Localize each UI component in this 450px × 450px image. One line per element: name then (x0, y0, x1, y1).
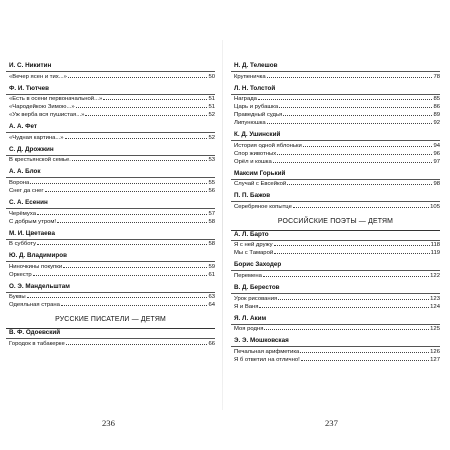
dot-leader (259, 307, 429, 308)
toc-author-block (231, 131, 440, 166)
author-name: Я. Л. Аким (234, 314, 267, 322)
toc-entry (6, 218, 215, 226)
entry-title: Одеяльная страна (9, 302, 60, 309)
toc-author-block (6, 146, 215, 165)
toc-entry (231, 348, 440, 356)
toc-entry (6, 293, 215, 301)
dot-leader (267, 77, 433, 78)
dot-leader (300, 352, 429, 353)
dot-leader (263, 276, 429, 277)
author-rule (231, 94, 440, 95)
dot-leader (287, 184, 432, 185)
author-rule (231, 140, 440, 141)
entry-page: 64 (208, 302, 215, 309)
entry-page: 97 (433, 158, 440, 165)
entry-page: 61 (208, 271, 215, 278)
entry-page: 55 (208, 179, 215, 186)
dot-leader (264, 329, 429, 330)
author-rule (231, 324, 440, 325)
toc-entry (6, 263, 215, 271)
author-name: В. Д. Берестов (234, 283, 280, 291)
author-name: О. Э. Мандельштам (9, 282, 70, 290)
toc-entry (231, 241, 440, 249)
author-rule (6, 132, 215, 133)
entry-title: Городок в табакерке (9, 340, 65, 347)
toc-entry (6, 210, 215, 218)
dot-leader (267, 123, 433, 124)
dot-leader (283, 115, 432, 116)
book-fold (222, 40, 223, 410)
entry-page: 78 (433, 73, 440, 80)
entry-title: Орёл и кошка (234, 158, 272, 165)
toc-entry (231, 356, 440, 364)
toc-entry (6, 103, 215, 111)
entry-title: Царь и рубашка (234, 104, 279, 111)
author-rule (6, 94, 215, 95)
toc-entry (6, 111, 215, 119)
toc-author-block (6, 85, 215, 120)
entry-title: Ниночкины покупки (9, 263, 63, 270)
entry-title: Мы с Тамарой (234, 250, 274, 257)
author-rule (6, 155, 215, 156)
left-section-header (6, 316, 215, 329)
author-rule (231, 179, 440, 180)
entry-page: 98 (433, 181, 440, 188)
entry-title: Я и Ваня (234, 303, 259, 310)
toc-author-block (231, 337, 440, 364)
entry-page: 122 (430, 272, 440, 279)
entry-title: Я с ней дружу (234, 242, 273, 249)
toc-entry (6, 240, 215, 248)
toc-entry (231, 150, 440, 158)
toc-entry (231, 272, 440, 280)
entry-title: Снег да снег (9, 187, 44, 194)
entry-title: Оркестр (9, 271, 32, 278)
toc-entry (6, 134, 215, 142)
entry-title: В крестьянской семье. (9, 157, 71, 164)
dot-leader (103, 99, 207, 100)
entry-page: 85 (433, 96, 440, 103)
entry-title: Буквы (9, 294, 26, 301)
toc-entry (6, 301, 215, 309)
entry-title: Награда (234, 96, 257, 103)
dot-leader (30, 183, 207, 184)
entry-title: Печальная арифметика (234, 348, 300, 355)
toc-entry (231, 119, 440, 127)
entry-page: 52 (208, 112, 215, 119)
entry-title: С добрым утром! (9, 218, 57, 225)
dot-leader (85, 115, 207, 116)
entry-title: Крупеничка (234, 73, 266, 80)
dot-leader (277, 154, 432, 155)
dot-leader (301, 360, 429, 361)
author-name: В. Ф. Одоевский (9, 329, 61, 337)
toc-author-block (6, 283, 215, 310)
entry-page: 63 (208, 294, 215, 301)
entry-page: 58 (208, 218, 215, 225)
right-authors (231, 62, 440, 211)
toc-author-block (231, 231, 440, 258)
entry-page: 56 (208, 187, 215, 194)
entry-page: 119 (430, 250, 440, 257)
toc-entry (231, 249, 440, 257)
author-name: Ю. Д. Владимиров (9, 252, 67, 260)
toc-entry (231, 95, 440, 103)
entry-page: 105 (430, 203, 440, 210)
entry-title: «Уж верба вся пушистая...» (9, 112, 85, 119)
dot-leader (66, 344, 208, 345)
entry-page: 52 (208, 134, 215, 141)
entry-page: 124 (430, 303, 440, 310)
toc-author-block (6, 199, 215, 226)
author-name: А. А. Блок (9, 168, 41, 176)
entry-title: «Вечер ясен и тих...» (9, 73, 67, 80)
dot-leader (258, 99, 432, 100)
author-rule (231, 346, 440, 347)
entry-page: 118 (430, 242, 440, 249)
entry-title: Праведный судья (234, 112, 283, 119)
dot-leader (274, 253, 429, 254)
dot-leader (33, 275, 208, 276)
entry-page: 51 (208, 104, 215, 111)
toc-author-block (6, 123, 215, 142)
author-rule (6, 292, 215, 293)
dot-leader (65, 138, 208, 139)
entry-title: Черёмуха (9, 210, 36, 217)
right-section-authors (231, 231, 440, 364)
toc-entry (231, 103, 440, 111)
dot-leader (37, 214, 207, 215)
entry-title: История одной яблоньки (234, 142, 302, 149)
author-name: А. А. Фет (9, 123, 37, 131)
author-rule (6, 71, 215, 72)
dot-leader (76, 107, 208, 108)
author-name: П. П. Бажов (234, 192, 271, 200)
toc-author-block (6, 168, 215, 195)
toc-entry (231, 73, 440, 81)
author-rule (231, 293, 440, 294)
toc-author-block (6, 329, 215, 348)
author-rule (231, 270, 440, 271)
entry-page: 125 (430, 326, 440, 333)
entry-page: 51 (208, 96, 215, 103)
dot-leader (27, 297, 208, 298)
entry-title: В субботу (9, 241, 37, 248)
dot-leader (278, 299, 429, 300)
entry-page: 66 (208, 340, 215, 347)
toc-entry (231, 325, 440, 333)
author-rule (231, 201, 440, 202)
entry-title: Липунюшка (234, 120, 266, 127)
dot-leader (57, 222, 207, 223)
entry-title: Случай с Евсейкой (234, 181, 287, 188)
author-name: С. А. Есенин (9, 198, 48, 206)
author-name: А. Л. Барто (234, 230, 269, 238)
toc-author-block (231, 62, 440, 81)
entry-page: 86 (433, 104, 440, 111)
toc-entry (231, 303, 440, 311)
toc-entry (231, 295, 440, 303)
toc-author-block (231, 85, 440, 128)
dot-leader (72, 160, 208, 161)
entry-page: 53 (208, 157, 215, 164)
entry-page: 127 (430, 356, 440, 363)
entry-page: 57 (208, 210, 215, 217)
entry-page: 58 (208, 241, 215, 248)
toc-entry (231, 111, 440, 119)
entry-page: 89 (433, 112, 440, 119)
toc-entry (6, 271, 215, 279)
right-page-contents (231, 62, 440, 368)
section-title: РУССКИЕ ПИСАТЕЛИ — ДЕТЯМ (55, 316, 166, 324)
toc-author-block (231, 284, 440, 311)
author-rule (231, 71, 440, 72)
dot-leader (274, 245, 430, 246)
toc-author-block (231, 192, 440, 211)
dot-leader (61, 305, 207, 306)
toc-entry (6, 156, 215, 164)
entry-page: 123 (430, 295, 440, 302)
author-name: Л. Н. Толстой (234, 84, 276, 92)
toc-entry (6, 340, 215, 348)
dot-leader (279, 107, 432, 108)
author-rule (231, 240, 440, 241)
toc-author-block (6, 230, 215, 249)
toc-entry (231, 158, 440, 166)
dot-leader (273, 162, 433, 163)
author-rule (6, 208, 215, 209)
entry-title: Урок рисования (234, 295, 278, 302)
author-name: И. С. Никитин (9, 62, 52, 69)
entry-title: Перемена (234, 272, 262, 279)
toc-entry (6, 187, 215, 195)
left-authors (6, 62, 215, 309)
toc-entry (231, 203, 440, 211)
entry-page: 50 (208, 73, 215, 80)
author-rule (6, 261, 215, 262)
page-number-right: 237 (325, 418, 338, 428)
author-name: Максим Горький (234, 169, 286, 177)
entry-title: «Чародейкою Зимою...» (9, 104, 75, 111)
author-rule (6, 177, 215, 178)
entry-page: 59 (208, 263, 215, 270)
toc-entry (231, 180, 440, 188)
toc-entry (6, 179, 215, 187)
left-section-authors (6, 329, 215, 348)
toc-author-block (231, 315, 440, 334)
toc-author-block (6, 252, 215, 279)
author-name: С. Д. Дрожжин (9, 145, 54, 153)
left-page-contents (6, 62, 215, 352)
author-name: Э. Э. Мошковская (234, 337, 289, 345)
dot-leader (45, 191, 208, 192)
toc-entry (6, 95, 215, 103)
author-rule (6, 338, 215, 339)
author-name: Н. Д. Телешов (234, 62, 278, 69)
dot-leader (37, 244, 207, 245)
author-name: М. И. Цветаева (9, 229, 55, 237)
entry-title: «Чудная картина...» (9, 134, 64, 141)
author-name: Ф. И. Тютчев (9, 84, 49, 92)
toc-entry (6, 73, 215, 81)
entry-page: 96 (433, 150, 440, 157)
dot-leader (63, 267, 207, 268)
entry-title: Спор животных (234, 150, 277, 157)
entry-page: 92 (433, 120, 440, 127)
author-name: Борис Заходер (234, 261, 282, 269)
entry-page: 94 (433, 142, 440, 149)
entry-title: Ворона (9, 179, 30, 186)
dot-leader (303, 146, 433, 147)
page-number-left: 236 (102, 418, 115, 428)
dot-leader (68, 77, 208, 78)
toc-author-block (231, 170, 440, 189)
author-rule (6, 239, 215, 240)
entry-title: Моя родня (234, 326, 264, 333)
right-section-header (231, 218, 440, 231)
author-name: К. Д. Ушинский (234, 131, 281, 139)
dot-leader (293, 207, 429, 208)
entry-title: Серебряное копытце (234, 203, 292, 210)
toc-author-block (231, 261, 440, 280)
section-title: РОССИЙСКИЕ ПОЭТЫ — ДЕТЯМ (277, 217, 394, 225)
entry-page: 126 (430, 348, 440, 355)
toc-author-block (6, 62, 215, 81)
entry-title: Я б ответил на отлично! (234, 356, 300, 363)
entry-title: «Есть в осени первоначальной...» (9, 96, 103, 103)
toc-entry (231, 142, 440, 150)
